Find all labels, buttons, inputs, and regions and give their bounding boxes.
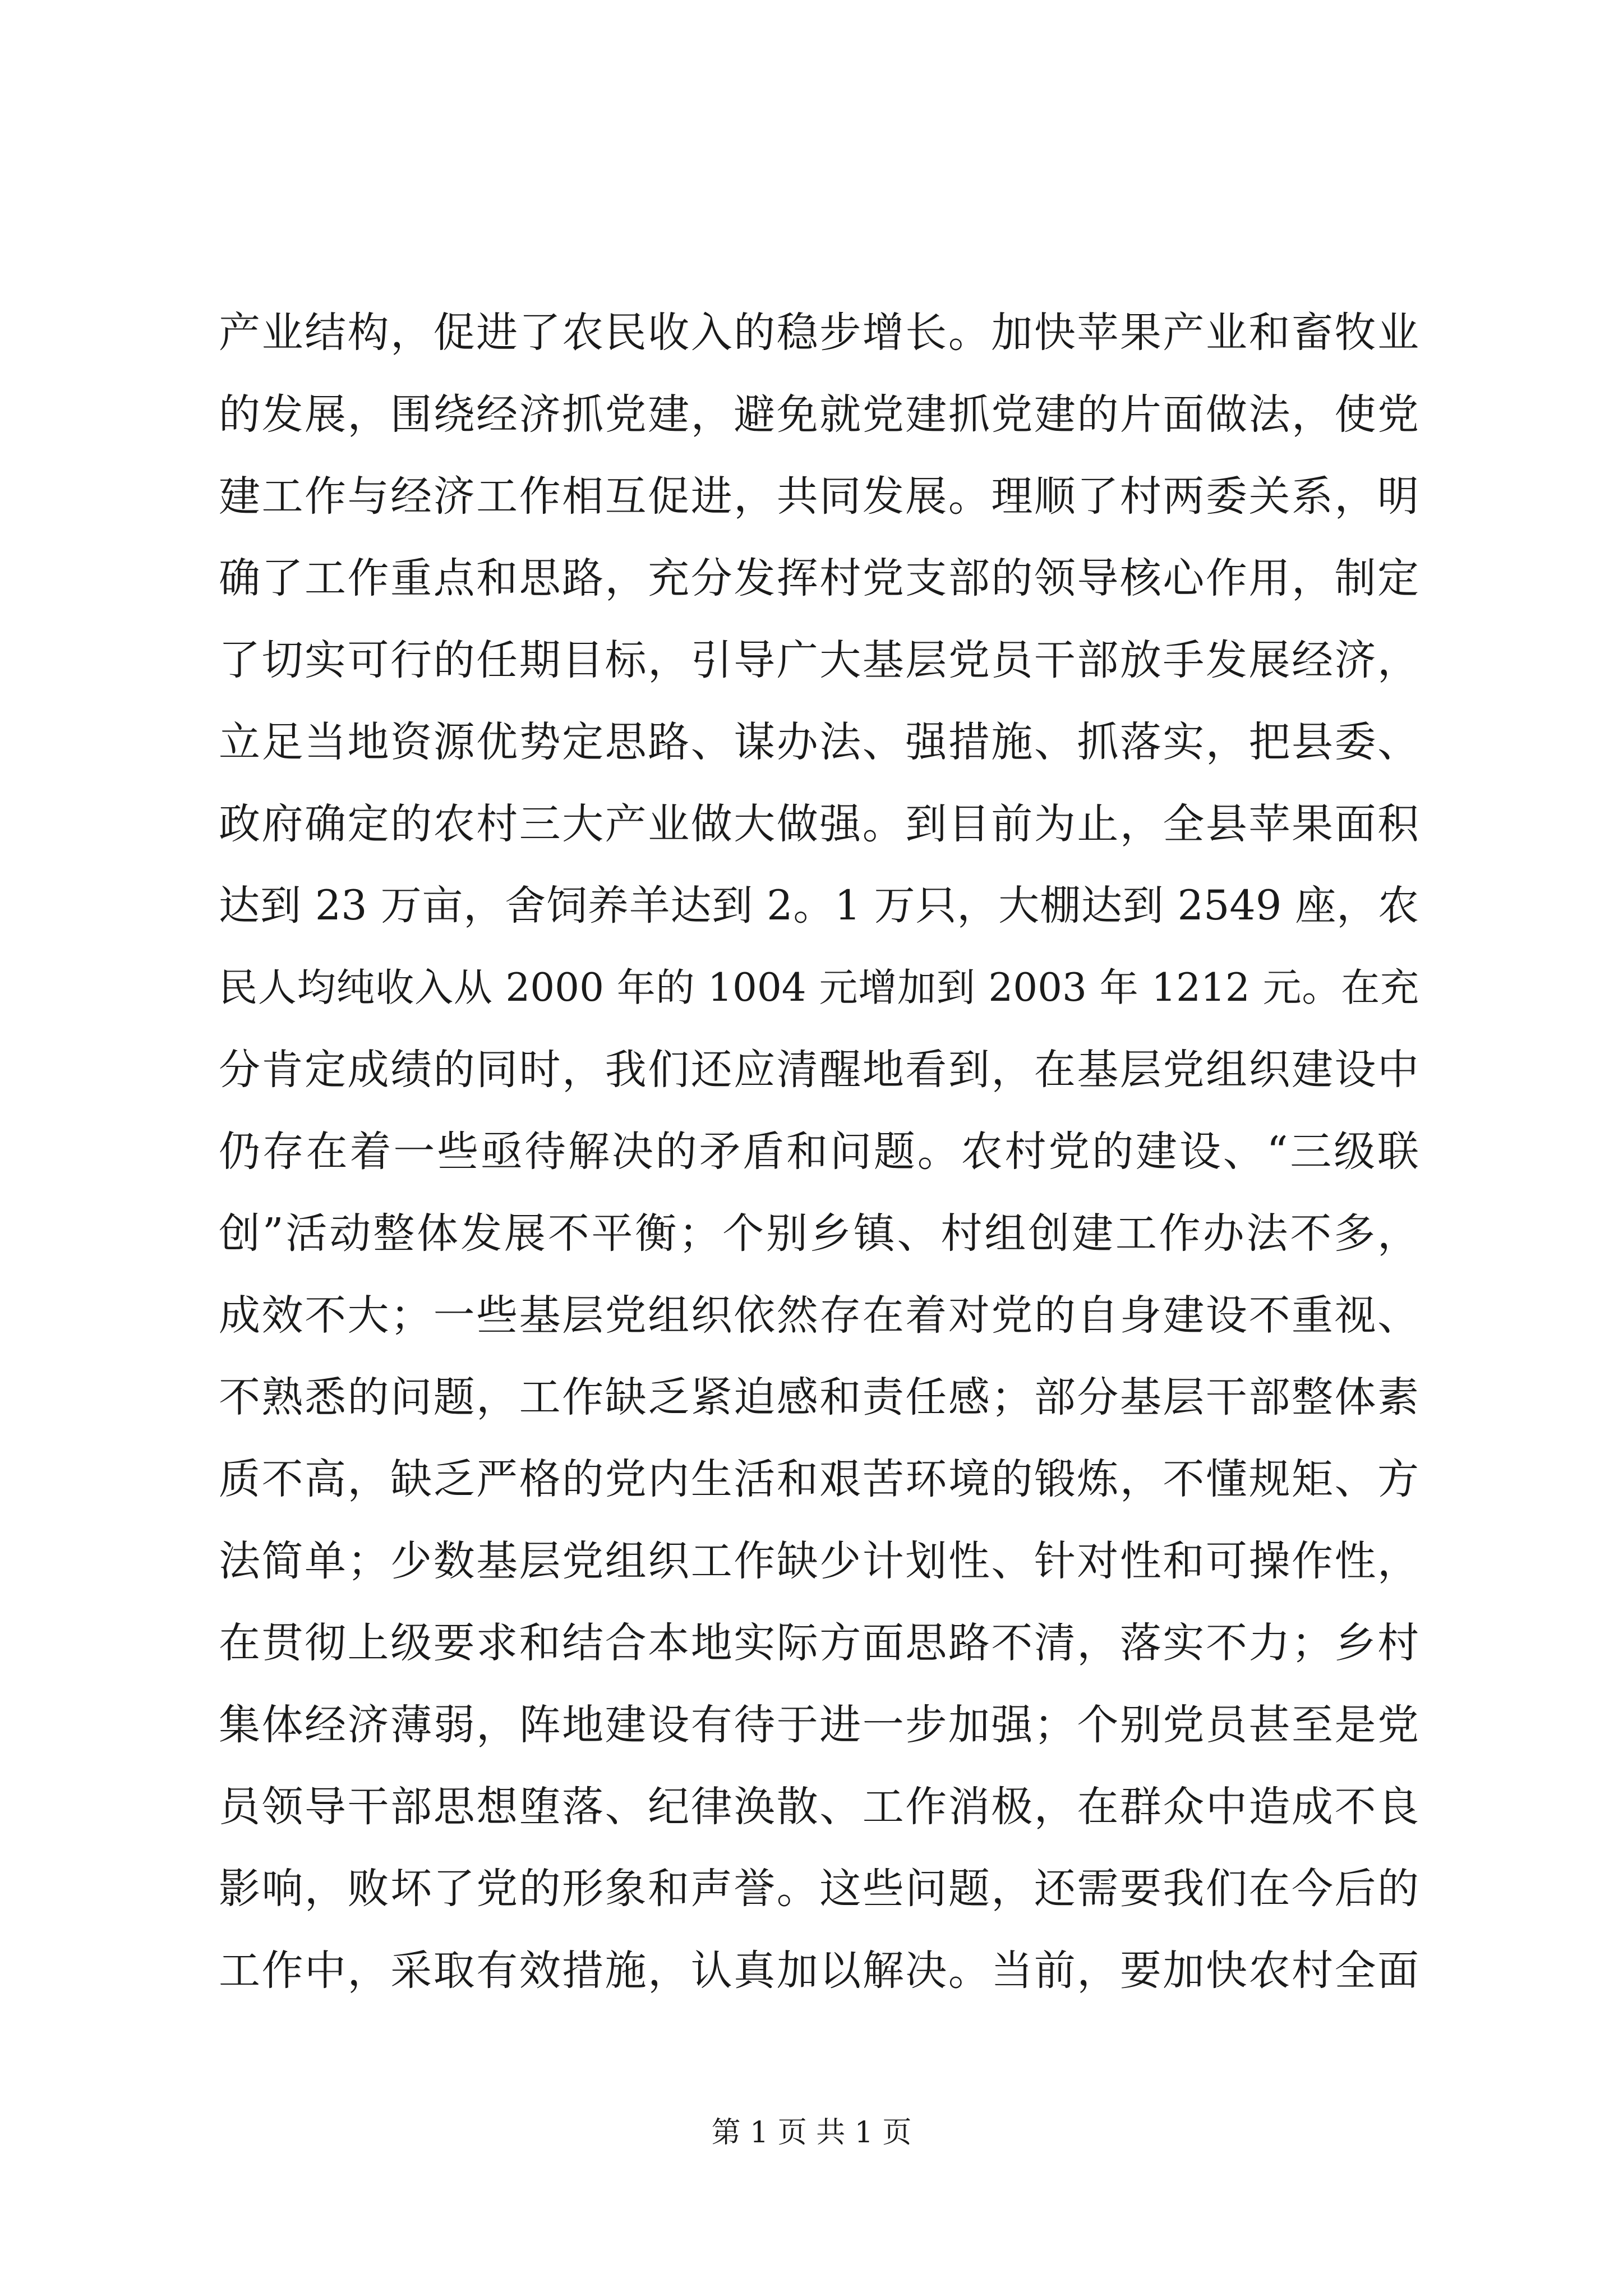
text-line: 不熟悉的问题，工作缺乏紧迫感和责任感；部分基层干部整体素 — [219, 1373, 1419, 1421]
text-line: 确了工作重点和思路，充分发挥村党支部的领导核心作用，制定 — [219, 554, 1419, 602]
text-line: 成效不大；一些基层党组织依然存在着对党的自身建设不重视、 — [219, 1291, 1419, 1340]
text-line: 立足当地资源优势定思路、谋办法、强措施、抓落实，把县委、 — [219, 718, 1419, 766]
text-line: 创”活动整体发展不平衡；个别乡镇、村组创建工作办法不多， — [219, 1209, 1419, 1258]
text-line: 质不高，缺乏严格的党内生活和艰苦环境的锻炼，不懂规矩、方 — [219, 1455, 1419, 1503]
text-line: 工作中，采取有效措施，认真加以解决。当前，要加快农村全面 — [219, 1947, 1419, 1995]
text-line: 了切实可行的任期目标，引导广大基层党员干部放手发展经济， — [219, 636, 1419, 684]
text-line: 的发展，围绕经济抓党建，避免就党建抓党建的片面做法，使党 — [219, 390, 1419, 439]
body-text — [219, 292, 1419, 2012]
text-line: 员领导干部思想堕落、纪律涣散、工作消极，在群众中造成不良 — [219, 1783, 1419, 1831]
text-line: 产业结构，促进了农民收入的稳步增长。加快苹果产业和畜牧业 — [219, 309, 1419, 357]
text-line: 在贯彻上级要求和结合本地实际方面思路不清，落实不力；乡村 — [219, 1619, 1419, 1667]
page-number-footer: 第 1 页 共 1 页 — [711, 2116, 912, 2150]
text-line: 建工作与经济工作相互促进，共同发展。理顺了村两委关系，明 — [219, 472, 1419, 521]
text-line: 影响，败坏了党的形象和声誉。这些问题，还需要我们在今后的 — [219, 1865, 1419, 1913]
text-line: 达到 23 万亩，舍饲养羊达到 2。1 万只，大棚达到 2549 座，农 — [219, 882, 1419, 930]
text-line: 民人均纯收入从 2000 年的 1004 元增加到 2003 年 1212 元。在充 — [219, 965, 1419, 1010]
text-line: 法简单；少数基层党组织工作缺少计划性、针对性和可操作性， — [219, 1537, 1419, 1585]
text-line: 仍存在着一些亟待解决的矛盾和问题。农村党的建设、“三级联 — [219, 1128, 1419, 1176]
text-line: 政府确定的农村三大产业做大做强。到目前为止，全县苹果面积 — [219, 800, 1419, 848]
text-line: 分肯定成绩的同时，我们还应清醒地看到，在基层党组织建设中 — [219, 1046, 1419, 1094]
text-line: 集体经济薄弱，阵地建设有待于进一步加强；个别党员甚至是党 — [219, 1701, 1419, 1749]
